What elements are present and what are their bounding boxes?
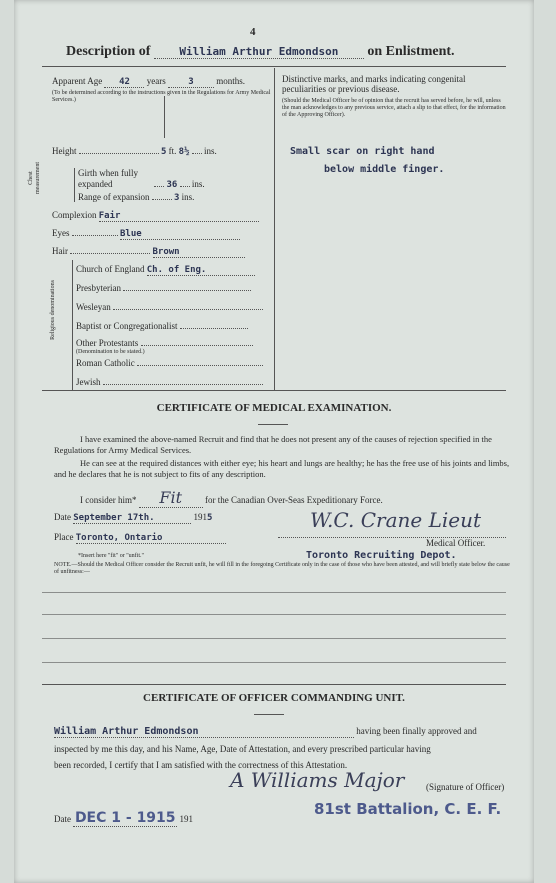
religion-bracket	[72, 260, 73, 390]
commanding-officer-signature: A Williams Major	[230, 768, 405, 792]
unfitness-line-2	[42, 614, 506, 615]
marks-note: (Should the Medical Officer be of opinion that the recruit has served before, he will, unless the man acknowledges to any previous service, attach a slip to that effect, for the information of the Approving Officer).	[282, 98, 506, 118]
battalion-stamp: 81st Battalion, C. E. F.	[314, 800, 502, 818]
commanding-heading: CERTIFICATE OF OFFICER COMMANDING UNIT.	[143, 692, 405, 704]
marks-value-line2: below middle finger.	[324, 164, 445, 175]
commanding-line-3: been recorded, I certify that I am satisfied with the correctness of this Attestation.	[54, 760, 348, 770]
commanding-heading-dash	[254, 714, 284, 715]
commanding-date-row	[54, 810, 193, 827]
religion-roman-catholic	[76, 358, 263, 368]
eyes-row	[52, 228, 240, 240]
unfitness-line-1	[42, 592, 506, 593]
girth-label: Girth when fully expanded	[78, 168, 138, 189]
religion-baptist	[76, 321, 248, 331]
medical-date-row	[54, 512, 212, 524]
range-label: Range of expansion	[78, 192, 150, 202]
commanding-date-year: 191	[179, 814, 193, 824]
unfitness-line-3	[42, 638, 506, 639]
range-row	[78, 192, 194, 203]
title-suffix: on Enlistment.	[367, 44, 455, 59]
complexion-row	[52, 210, 259, 222]
column-divider	[274, 68, 275, 390]
page-number: 4	[250, 26, 256, 38]
fit-footnote: *Insert here "fit" or "unfit."	[78, 553, 144, 559]
commanding-signature-label: (Signature of Officer)	[426, 782, 505, 792]
apparent-age-row	[52, 76, 245, 88]
religion-jewish	[76, 377, 263, 387]
girth-value: 36	[166, 180, 178, 190]
commanding-recruit-name: William Arthur Edmondson	[54, 726, 354, 738]
chest-bracket	[74, 168, 75, 202]
medical-heading: CERTIFICATE OF MEDICAL EXAMINATION.	[156, 402, 392, 414]
height-label: Height	[52, 146, 77, 156]
fitness-value: Fit	[139, 488, 203, 508]
range-unit: ins.	[181, 192, 195, 202]
header-rule	[42, 66, 506, 67]
religion-label-other-protestants: Other Protestants	[76, 338, 139, 348]
commanding-line-2: inspected by me this day, and his Name, Age, Date of Attestation, and every prescribed particular having	[54, 744, 431, 754]
marks-value-line1: Small scar on right hand	[290, 146, 435, 157]
ins-label: ins.	[204, 146, 217, 156]
religion-other-protestants	[76, 338, 253, 348]
religion-presbyterian	[76, 283, 251, 293]
religion-wesleyan	[76, 302, 263, 312]
years-label: years	[146, 76, 166, 86]
hair-value: Brown	[153, 247, 245, 258]
girth-row	[78, 168, 205, 191]
religion-label-roman-catholic: Roman Catholic	[76, 358, 135, 368]
title-prefix: Description of	[66, 44, 151, 59]
chest-label: Chest measurement	[28, 162, 41, 194]
medical-para-1: I have examined the above-named Recruit and find that he does not present any of the causes of rejection specified in the Regulations for Army Medical Services.	[54, 434, 492, 455]
medical-place-value: Toronto, Ontario	[76, 533, 226, 544]
medical-place-row	[54, 532, 226, 544]
medical-date-year-digit: 5	[207, 513, 213, 523]
medical-place-label: Place	[54, 532, 74, 542]
medical-heading-dash	[258, 424, 288, 425]
religion-label: Religious denominations	[50, 280, 56, 340]
complexion-value: Fair	[99, 211, 259, 222]
recruit-name: William Arthur Edmondson	[154, 45, 364, 59]
consider-row	[80, 488, 383, 508]
hair-row	[52, 246, 245, 258]
age-years-value: 42	[104, 77, 144, 88]
commanding-date-stamp: DEC 1 - 1915	[74, 810, 176, 826]
medical-note: NOTE.—Should the Medical Officer consider the Recruit unfit, he will fill in the foregoing Certificate only in the case of those who have been attested, and will briefly state below the cause of unfitness:—	[54, 562, 510, 575]
range-value: 3	[173, 193, 180, 203]
section-rule-2	[42, 684, 506, 685]
depot-stamp: Toronto Recruiting Depot.	[306, 550, 457, 561]
religion-label-wesleyan: Wesleyan	[76, 302, 111, 312]
religion-label-jewish: Jewish	[76, 377, 101, 387]
complexion-label: Complexion	[52, 210, 97, 220]
medical-para-2: He can see at the required distances with either eye; his heart and lungs are healthy; he has the free use of his joints and limbs, and he declares that he is not subject to fits of any description.	[54, 458, 510, 479]
attestation-page	[14, 0, 534, 883]
religion-church-of-england	[76, 264, 255, 276]
height-in-value: 8½	[178, 147, 190, 157]
religion-value-church-of-england: Ch. of Eng.	[147, 265, 255, 276]
religion-label-presbyterian: Presbyterian	[76, 283, 121, 293]
girth-unit: ins.	[191, 179, 205, 189]
height-row	[52, 146, 217, 157]
medical-officer-label: Medical Officer.	[426, 538, 486, 548]
unfitness-line-4	[42, 662, 506, 663]
religion-label-church-of-england: Church of England	[76, 264, 145, 274]
medical-officer-signature: W.C. Crane Lieut	[310, 508, 482, 532]
medical-date-label: Date	[54, 512, 71, 522]
eyes-value: Blue	[120, 229, 240, 240]
months-label: months.	[216, 76, 245, 86]
page-title	[66, 44, 455, 60]
commanding-line-1	[54, 726, 477, 738]
height-ft-value: 5	[161, 147, 167, 157]
medical-date-year: 191	[193, 512, 207, 522]
ft-label: ft.	[168, 146, 177, 156]
marks-heading: Distinctive marks, and marks indicating congenital peculiarities or previous disease.	[282, 74, 466, 94]
hair-label: Hair	[52, 246, 68, 256]
age-months-value: 3	[168, 77, 214, 88]
religion-denomination-note: (Denomination to be stated.)	[76, 349, 145, 355]
section-rule-1	[42, 390, 506, 391]
commanding-line1-suffix: having been finally approved and	[356, 726, 477, 736]
religion-label-baptist: Baptist or Congregationalist	[76, 321, 178, 331]
consider-suffix: for the Canadian Over-Seas Expeditionary Force.	[205, 495, 383, 505]
eyes-label: Eyes	[52, 228, 70, 238]
age-note: (To be determined according to the instructions given in the Regulations for Army Medical Services.)	[52, 90, 271, 103]
apparent-age-label: Apparent Age	[52, 76, 103, 86]
commanding-date-label: Date	[54, 814, 71, 824]
consider-prefix: I consider him*	[80, 495, 137, 505]
medical-date-value: September 17th.	[73, 513, 191, 524]
